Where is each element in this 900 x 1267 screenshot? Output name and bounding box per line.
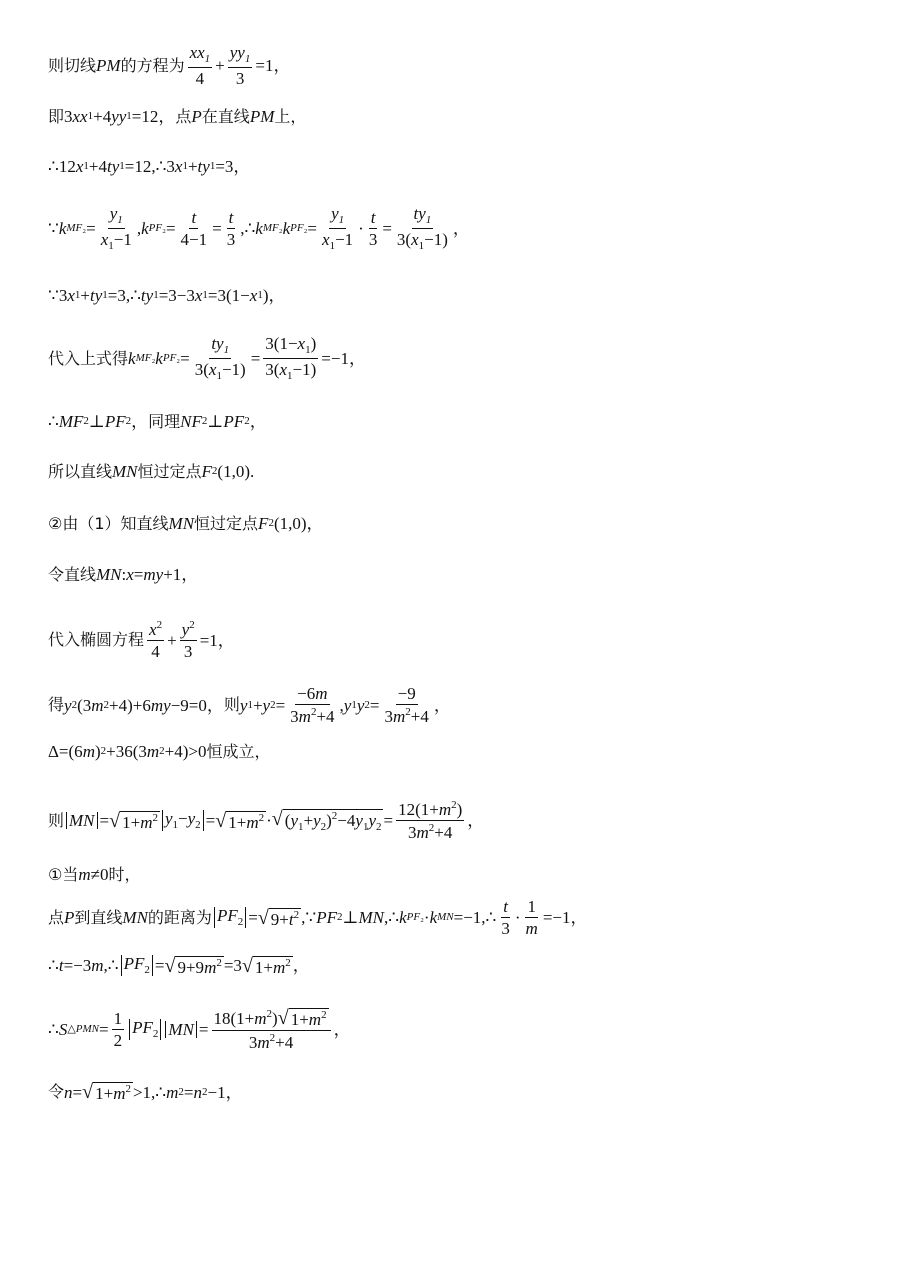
math-line-11: 代入椭圆方程 $\frac{x^2}{4}$ + $\frac{y^2}{3}$ =1，	[48, 619, 235, 661]
math-line-5: ∵3 x 1 + ty 1 =3,∴ ty 1 =3−3 x 1 =3(1− x 1 )，	[48, 286, 286, 305]
math-line-9: ②由（1）知直线 MN 恒过定点 F 2 (1,0)，	[48, 513, 324, 533]
math-line-16: 点 P 到直线 MN 的距离为 $PF_2$ = √ $9+t^2$ ,∵ PF 2 ⊥ MN ,∴ k PF₂ · k MN =−1,∴ $\frac{t}{3}$ · $\frac{1}{m}$ =−1，	[48, 897, 588, 938]
math-line-17: ∴ t =−3 m ,∴ $PF_2$ = √ $9+9m^2$ =3 √ $1+m^2$ ，	[48, 954, 310, 977]
math-line-8: 所以直线 MN 恒过定点 F 2 (1,0).	[48, 461, 255, 481]
math-line-15: ①当 m ≠0 时，	[48, 864, 141, 884]
math-line-18: ∴ S △PMN = $\frac{1}{2}$ $PF_2$ MN = $18(1+m^2)$ √ $1+m^2$ $3m^2+4$ ，	[48, 1007, 351, 1052]
math-line-19: 令 n = √ $1+m^2$ >1,∴ m 2 = n 2 −1，	[48, 1081, 243, 1103]
math-line-6: 代入上式得 k MF₂ k PF₂ = $\frac{ty_1}{3(x_1-1)}$ = $\frac{3(1-x_1)}{3(x_1-1)}$ =−1，	[48, 334, 366, 382]
math-line-1: 则切线 PM 的方程为 $\frac{xx_1}{4}$ + $\frac{yy_1}{3}$ =1，	[48, 43, 291, 88]
math-line-7: ∴ MF 2 ⊥ PF 2 ， 同理 NF 2 ⊥ PF 2 ，	[48, 411, 267, 431]
math-line-13: Δ=(6 m ) 2 +36(3 m 2 +4)>0 恒成立，	[48, 741, 271, 761]
math-line-10: 令直线 MN : x = my +1，	[48, 564, 199, 584]
math-line-14: 则 MN = √ $1+m^2$ $y_1-y_2$ = √ $1+m^2$ · √ $(y_1+y_2)^2-4y_1y_2$ = $\frac{12(1+m^2)}{3m^2+4}$ ，	[48, 799, 485, 842]
math-line-3: ∴12 x 1 +4 ty 1 =12,∴3 x 1 + ty 1 =3，	[48, 157, 251, 176]
math-line-12: 得 y 2 (3 m 2 +4)+6 my −9=0， 则 y 1 + y 2 = $\frac{-6m}{3m^2+4}$ , y 1 y 2 = $\frac{-9}{3m^2+4}$ ，	[48, 684, 451, 726]
math-line-2: 即 3 xx 1 +4 yy 1 =12， 点 P 在直线 PM 上，	[48, 106, 307, 126]
math-line-4: ∵ k MF₂ = $\frac{y_1}{x_1-1}$ , k PF₂ = $\frac{t}{4-1}$ = $\frac{t}{3}$ ,∴ k MF₂ k PF₂ = $\frac{y_1}{x_1-1}$ · $\frac{t}{3}$ = $\frac{ty_1}{3(x_1-1)}$ ，	[48, 204, 470, 252]
